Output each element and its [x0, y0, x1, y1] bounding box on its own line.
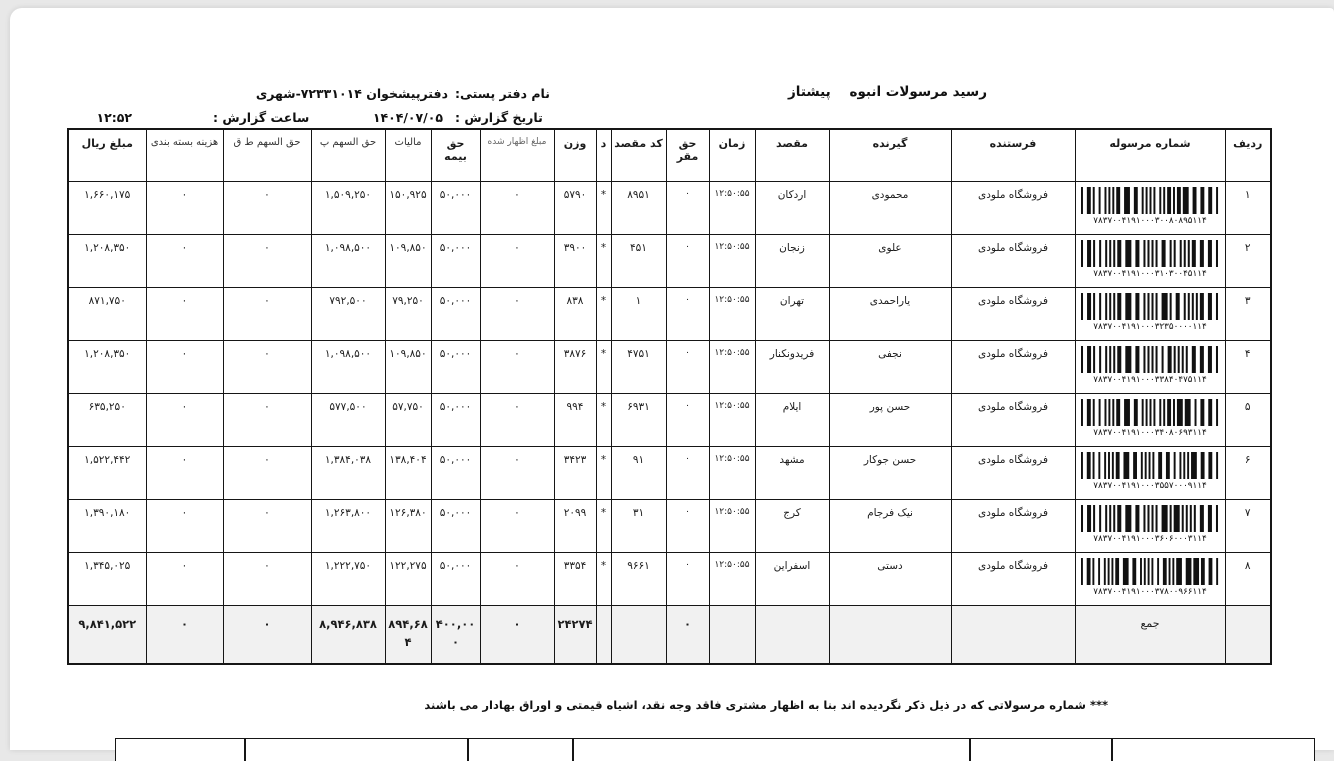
cell-barcode [1075, 393, 1225, 446]
cell-d: * [596, 287, 611, 340]
cell-declared: ۰ [480, 446, 554, 499]
cell-sender: فروشگاه ملودی [951, 499, 1075, 552]
cell-receiver: محمودی [829, 181, 951, 234]
cell-receiver: حسن پور [829, 393, 951, 446]
report-time-value: ۱۲:۵۲ [80, 110, 132, 125]
cell-sender: فروشگاه ملودی [951, 340, 1075, 393]
cell-share_tq: ۰ [223, 393, 311, 446]
cell-barcode [1075, 234, 1225, 287]
cell-radif: ۸ [1225, 552, 1271, 605]
cell-d: * [596, 393, 611, 446]
cell-radif: ۳ [1225, 287, 1271, 340]
cell-radif: ۱ [1225, 181, 1271, 234]
cell-dest_code: ۹۶۶۱ [611, 552, 666, 605]
cell-amount: ۸۷۱,۷۵۰ [68, 287, 146, 340]
cell-packing: ۰ [146, 552, 223, 605]
report-page [10, 8, 1334, 750]
barcode-number: ۷۸۳۷۰۰۴۱۹۱۰۰۰۳۱۰۳۰۰۴۵۱۱۴ [1081, 269, 1220, 279]
cell-dest: اسفراین [755, 552, 829, 605]
cell-weight: ۹۹۴ [554, 393, 596, 446]
barcode-number: ۷۸۳۷۰۰۴۱۹۱۰۰۰۳۵۵۷۰۰۰۹۱۱۴ [1081, 481, 1220, 491]
col-header-time: زمان [709, 129, 755, 181]
cell-insurance: ۵۰,۰۰۰ [431, 340, 480, 393]
cell-sender: فروشگاه ملودی [951, 446, 1075, 499]
report-date-label: تاریخ گزارش : [455, 110, 543, 125]
cell-sender: فروشگاه ملودی [951, 393, 1075, 446]
cell-sender: فروشگاه ملودی [951, 287, 1075, 340]
cell-packing: ۰ [146, 499, 223, 552]
cell-weight: ۳۴۲۳ [554, 446, 596, 499]
cell-packing: ۰ [146, 181, 223, 234]
cell-weight: ۳۹۰۰ [554, 234, 596, 287]
col-header-dest_code: کد مقصد [611, 129, 666, 181]
cell-barcode [1075, 552, 1225, 605]
cell-time: ۱۲:۵۰:۵۵ [709, 393, 755, 446]
barcode-image [1081, 346, 1220, 373]
cell-tax: ۱۵۰,۹۲۵ [385, 181, 431, 234]
report-title: رسید مرسولات انبوه پیشتاز [788, 84, 987, 100]
cell-dest_code: ۱ [611, 287, 666, 340]
cell-packing: ۰ [146, 287, 223, 340]
cell-haq_maqar: ۰ [666, 181, 709, 234]
cell-tax: ۱۰۹,۸۵۰ [385, 234, 431, 287]
cell-radif: ۶ [1225, 446, 1271, 499]
cell-insurance: ۴۰۰,۰۰۰ [431, 605, 480, 664]
cell-packing: ۰ [146, 234, 223, 287]
barcode-image [1081, 399, 1220, 426]
barcode-image [1081, 558, 1220, 585]
cell-time: ۱۲:۵۰:۵۵ [709, 234, 755, 287]
cell-insurance: ۵۰,۰۰۰ [431, 552, 480, 605]
cell-tax: ۵۷,۷۵۰ [385, 393, 431, 446]
cell-declared: ۰ [480, 234, 554, 287]
cell-haq_maqar: ۰ [666, 552, 709, 605]
col-header-share_p: حق السهم پ [311, 129, 385, 181]
barcode-image [1081, 505, 1220, 532]
cell-radif: ۲ [1225, 234, 1271, 287]
cell-amount: ۱,۲۰۸,۳۵۰ [68, 340, 146, 393]
cell-declared: ۰ [480, 181, 554, 234]
cell-insurance: ۵۰,۰۰۰ [431, 287, 480, 340]
cell-amount: ۱,۲۰۸,۳۵۰ [68, 234, 146, 287]
cell-insurance: ۵۰,۰۰۰ [431, 181, 480, 234]
cell-insurance: ۵۰,۰۰۰ [431, 446, 480, 499]
cell-tax: ۱۲۲,۲۷۵ [385, 552, 431, 605]
cell-sender: فروشگاه ملودی [951, 552, 1075, 605]
table-row [68, 287, 1271, 340]
cell-packing: ۰ [146, 605, 223, 664]
col-header-amount: مبلغ ریال [68, 129, 146, 181]
cell-barcode: جمع [1075, 605, 1225, 664]
cell-packing: ۰ [146, 393, 223, 446]
col-header-d: د [596, 129, 611, 181]
cell-tax: ۱۲۶,۳۸۰ [385, 499, 431, 552]
cell-dest [755, 605, 829, 664]
cell-radif: ۷ [1225, 499, 1271, 552]
col-header-insurance: حق بیمه [431, 129, 480, 181]
cell-haq_maqar: ۰ [666, 605, 709, 664]
cell-time: ۱۲:۵۰:۵۵ [709, 340, 755, 393]
cell-receiver [829, 605, 951, 664]
cell-haq_maqar: ۰ [666, 287, 709, 340]
col-header-receiver: گیرنده [829, 129, 951, 181]
cell-declared: ۰ [480, 605, 554, 664]
cell-dest: اردکان [755, 181, 829, 234]
cell-share_tq: ۰ [223, 446, 311, 499]
cell-dest: مشهد [755, 446, 829, 499]
cell-d: * [596, 499, 611, 552]
barcode-number: ۷۸۳۷۰۰۴۱۹۱۰۰۰۳۲۳۵۰۰۰۰۱۱۴ [1081, 322, 1220, 332]
table-row [68, 181, 1271, 234]
cell-amount: ۱,۶۶۰,۱۷۵ [68, 181, 146, 234]
office-name-label: نام دفتر پستی: [455, 86, 550, 101]
table-divider [572, 739, 574, 761]
cell-insurance: ۵۰,۰۰۰ [431, 234, 480, 287]
cell-amount: ۹,۸۴۱,۵۲۲ [68, 605, 146, 664]
cell-time: ۱۲:۵۰:۵۵ [709, 287, 755, 340]
cell-tax: ۷۹,۲۵۰ [385, 287, 431, 340]
cell-time: ۱۲:۵۰:۵۵ [709, 446, 755, 499]
cell-sender: فروشگاه ملودی [951, 234, 1075, 287]
col-header-weight: وزن [554, 129, 596, 181]
col-header-dest: مقصد [755, 129, 829, 181]
col-header-barcode: شماره مرسوله [1075, 129, 1225, 181]
report-time-label: ساعت گزارش : [213, 110, 309, 125]
cell-share_tq: ۰ [223, 234, 311, 287]
cell-share_p: ۱,۰۹۸,۵۰۰ [311, 234, 385, 287]
cell-d: * [596, 446, 611, 499]
cell-share_p: ۱,۳۸۴,۰۳۸ [311, 446, 385, 499]
cell-d: * [596, 340, 611, 393]
cell-dest_code: ۶۹۳۱ [611, 393, 666, 446]
table-divider [467, 739, 469, 761]
cell-declared: ۰ [480, 287, 554, 340]
cell-insurance: ۵۰,۰۰۰ [431, 393, 480, 446]
barcode-number: ۷۸۳۷۰۰۴۱۹۱۰۰۰۳۳۸۴۰۴۷۵۱۱۴ [1081, 375, 1220, 385]
cell-receiver: نیک فرجام [829, 499, 951, 552]
cell-haq_maqar: ۰ [666, 234, 709, 287]
col-header-tax: مالیات [385, 129, 431, 181]
cell-barcode [1075, 287, 1225, 340]
cell-declared: ۰ [480, 552, 554, 605]
barcode-image [1081, 452, 1220, 479]
cell-insurance: ۵۰,۰۰۰ [431, 499, 480, 552]
cell-dest_code [611, 605, 666, 664]
col-header-packing: هزینه بسته بندی [146, 129, 223, 181]
barcode-number: ۷۸۳۷۰۰۴۱۹۱۰۰۰۳۶۰۶۰۰۰۳۱۱۴ [1081, 534, 1220, 544]
cell-weight: ۲۰۹۹ [554, 499, 596, 552]
table-row [68, 340, 1271, 393]
footnote-text: *** شماره مرسولاتی که در ذیل ذکر نگردیده اند بنا به اظهار مشتری فاقد وجه نقد، اشیاه قیمتی و اوراق بهادار می باشند [424, 698, 1108, 712]
cell-sender: فروشگاه ملودی [951, 181, 1075, 234]
table-divider [1111, 739, 1113, 761]
cell-haq_maqar: ۰ [666, 340, 709, 393]
cell-haq_maqar: ۰ [666, 393, 709, 446]
cell-d: * [596, 552, 611, 605]
cell-weight: ۳۳۵۴ [554, 552, 596, 605]
table-divider [969, 739, 971, 761]
table-row [68, 499, 1271, 552]
cell-dest_code: ۹۱ [611, 446, 666, 499]
shipments-table [67, 128, 1272, 665]
cell-receiver: علوی [829, 234, 951, 287]
cell-dest: زنجان [755, 234, 829, 287]
cell-share_p: ۱,۵۰۹,۲۵۰ [311, 181, 385, 234]
cell-declared: ۰ [480, 499, 554, 552]
cell-d [596, 605, 611, 664]
cell-share_p: ۱,۰۹۸,۵۰۰ [311, 340, 385, 393]
cell-time: ۱۲:۵۰:۵۵ [709, 181, 755, 234]
barcode-number: ۷۸۳۷۰۰۴۱۹۱۰۰۰۳۰۰۸۰۸۹۵۱۱۴ [1081, 216, 1220, 226]
cell-barcode [1075, 446, 1225, 499]
cell-share_p: ۱,۲۲۲,۷۵۰ [311, 552, 385, 605]
cell-receiver: دستی [829, 552, 951, 605]
cell-packing: ۰ [146, 446, 223, 499]
cell-radif: ۴ [1225, 340, 1271, 393]
cell-amount: ۱,۳۴۵,۰۲۵ [68, 552, 146, 605]
cell-share_p: ۱,۲۶۳,۸۰۰ [311, 499, 385, 552]
cell-dest: فریدونکنار [755, 340, 829, 393]
cell-share_tq: ۰ [223, 340, 311, 393]
cell-amount: ۱,۵۲۲,۴۴۲ [68, 446, 146, 499]
col-header-sender: فرستنده [951, 129, 1075, 181]
cell-share_tq: ۰ [223, 605, 311, 664]
cell-weight: ۸۳۸ [554, 287, 596, 340]
table-row [68, 393, 1271, 446]
cell-amount: ۶۳۵,۲۵۰ [68, 393, 146, 446]
cell-d: * [596, 181, 611, 234]
col-header-haq_maqar: حق مقر [666, 129, 709, 181]
cell-barcode [1075, 499, 1225, 552]
cell-weight: ۲۴۲۷۴ [554, 605, 596, 664]
cell-time: ۱۲:۵۰:۵۵ [709, 552, 755, 605]
total-row [68, 605, 1271, 664]
cell-share_tq: ۰ [223, 552, 311, 605]
cell-time: ۱۲:۵۰:۵۵ [709, 499, 755, 552]
cell-declared: ۰ [480, 393, 554, 446]
cell-share_tq: ۰ [223, 287, 311, 340]
col-header-radif: ردیف [1225, 129, 1271, 181]
cell-weight: ۳۸۷۶ [554, 340, 596, 393]
cell-receiver: حسن جوکار [829, 446, 951, 499]
cell-sender [951, 605, 1075, 664]
cell-barcode [1075, 340, 1225, 393]
header-row [68, 129, 1271, 181]
cell-share_p: ۷۹۲,۵۰۰ [311, 287, 385, 340]
cell-share_tq: ۰ [223, 499, 311, 552]
cell-dest_code: ۴۵۱ [611, 234, 666, 287]
cell-packing: ۰ [146, 340, 223, 393]
cell-declared: ۰ [480, 340, 554, 393]
cell-share_tq: ۰ [223, 181, 311, 234]
table-row [68, 234, 1271, 287]
cell-dest: ایلام [755, 393, 829, 446]
cell-amount: ۱,۳۹۰,۱۸۰ [68, 499, 146, 552]
cell-radif [1225, 605, 1271, 664]
col-header-declared: مبلغ اظهار شده [480, 129, 554, 181]
cell-dest: تهران [755, 287, 829, 340]
table-divider [244, 739, 246, 761]
cell-tax: ۸۹۴,۶۸۴ [385, 605, 431, 664]
table-row [68, 552, 1271, 605]
barcode-number: ۷۸۳۷۰۰۴۱۹۱۰۰۰۳۷۸۰۰۹۶۶۱۱۴ [1081, 587, 1220, 597]
col-header-share_tq: حق السهم ط ق [223, 129, 311, 181]
cell-weight: ۵۷۹۰ [554, 181, 596, 234]
cell-dest: کرج [755, 499, 829, 552]
cell-dest_code: ۳۱ [611, 499, 666, 552]
cell-share_p: ۸,۹۴۶,۸۳۸ [311, 605, 385, 664]
cell-receiver: یاراحمدی [829, 287, 951, 340]
table-row [68, 446, 1271, 499]
cell-tax: ۱۳۸,۴۰۴ [385, 446, 431, 499]
cell-haq_maqar: ۰ [666, 446, 709, 499]
barcode-image [1081, 187, 1220, 214]
cell-barcode [1075, 181, 1225, 234]
cell-receiver: نجفی [829, 340, 951, 393]
cell-tax: ۱۰۹,۸۵۰ [385, 340, 431, 393]
cell-d: * [596, 234, 611, 287]
barcode-image [1081, 240, 1220, 267]
cell-dest_code: ۴۷۵۱ [611, 340, 666, 393]
cell-dest_code: ۸۹۵۱ [611, 181, 666, 234]
office-name-value: دفترپیشخوان ۷۲۳۳۱۰۱۴-شهری [250, 86, 448, 101]
barcode-image [1081, 293, 1220, 320]
cell-time [709, 605, 755, 664]
report-date-value: ۱۴۰۴/۰۷/۰۵ [340, 110, 443, 125]
cell-radif: ۵ [1225, 393, 1271, 446]
barcode-number: ۷۸۳۷۰۰۴۱۹۱۰۰۰۳۴۰۸۰۶۹۳۱۱۴ [1081, 428, 1220, 438]
cell-haq_maqar: ۰ [666, 499, 709, 552]
cell-share_p: ۵۷۷,۵۰۰ [311, 393, 385, 446]
